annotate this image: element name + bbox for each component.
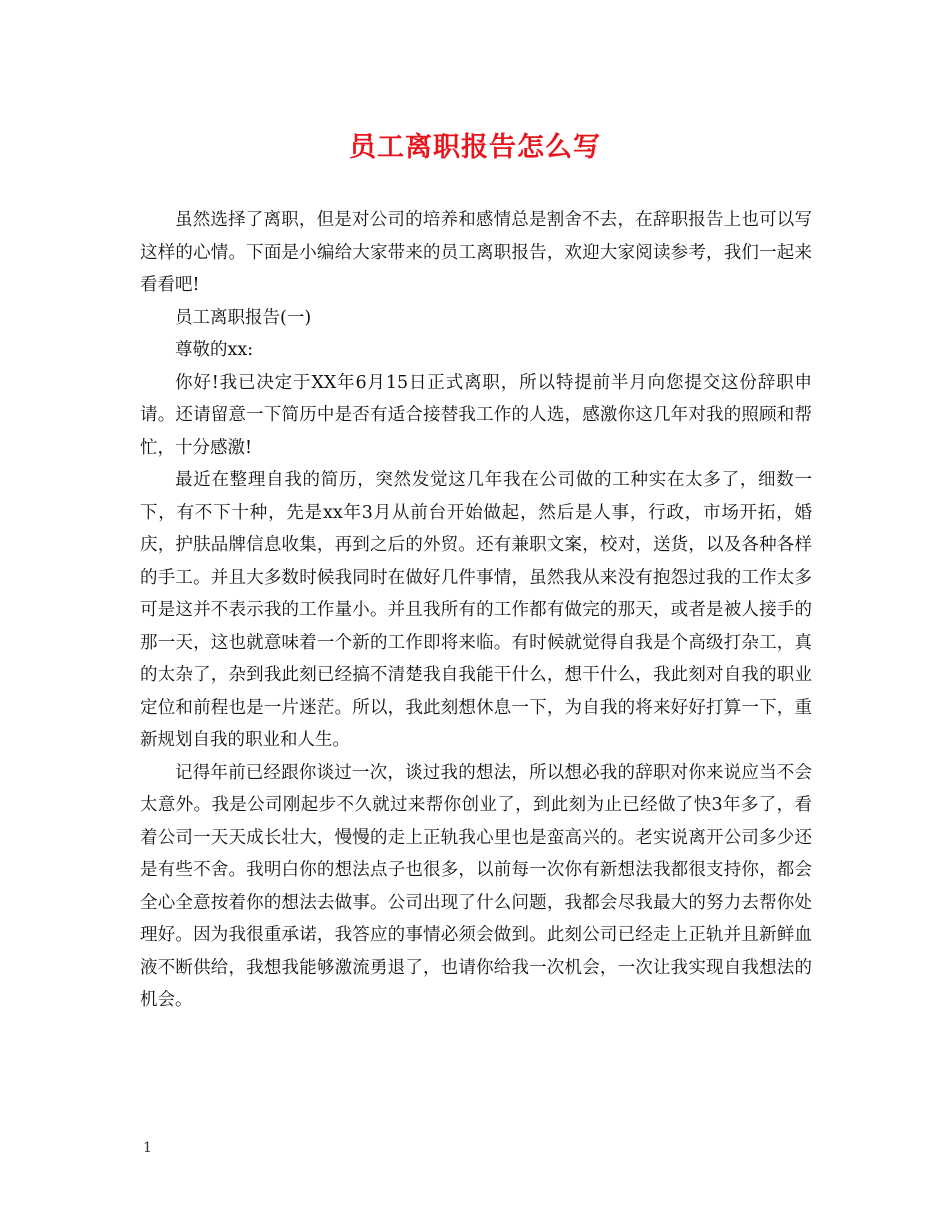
body-paragraph: 记得年前已经跟你谈过一次，谈过我的想法，所以想必我的辞职对你来说应当不会太意外。我是公司刚起步不久就过来帮你创业了，到此刻为止已经做了快3年多了，看着公司一天天成长壮大，慢慢的走上正轨我心里也是蛮高兴的。老实说离开公司多少还是有些不舍。我明白你的想法点子也很多，以前每一次你有新想法我都很支持你，都会全心全意按着你的想法去做事。公司出现了什么问题，我都会尽我最大的努力去帮你处理好。因为我很重承诺，我答应的事情必须会做到。此刻公司已经走上正轨并且新鲜血液不断供给，我想我能够激流勇退了，也请你给我一次机会，一次让我实现自我想法的机会。 <box>140 762 812 1010</box>
intro-paragraph: 虽然选择了离职，但是对公司的培养和感情总是割舍不去，在辞职报告上也可以写这样的心情。下面是小编给大家带来的员工离职报告，欢迎大家阅读参考，我们一起来看看吧! <box>140 210 812 295</box>
body-paragraph: 最近在整理自我的简历，突然发觉这几年我在公司做的工种实在太多了，细数一下，有不下十种，先是xx年3月从前台开始做起，然后是人事，行政，市场开拓，婚庆，护肤品牌信息收集，再到之后的外贸。还有兼职文案，校对，送货，以及各种各样的手工。并且大多数时候我同时在做好几件事情，虽然我从来没有抱怨过我的工作太多可是这并不表示我的工作量小。并且我所有的工作都有做完的那天，或者是被人接手的那一天，这也就意味着一个新的工作即将来临。有时候就觉得自我是个高级打杂工，真的太杂了，杂到我此刻已经搞不清楚我自我能干什么，想干什么，我此刻对自我的职业定位和前程也是一片迷茫。所以，我此刻想休息一下，为自我的将来好好打算一下，重新规划自我的职业和人生。 <box>140 470 812 750</box>
document-title: 员工离职报告怎么写 <box>349 132 601 163</box>
body-paragraph: 你好!我已决定于XX年6月15日正式离职，所以特提前半月向您提交这份辞职申请。还请留意一下简历中是否有适合接替我工作的人选，感激你这几年对我的照顾和帮忙，十分感激! <box>140 372 812 458</box>
document-body <box>140 204 812 1017</box>
page-number: 1 <box>143 1140 152 1156</box>
salutation: 尊敬的xx: <box>175 340 254 360</box>
section-heading: 员工离职报告(一) <box>175 307 312 328</box>
